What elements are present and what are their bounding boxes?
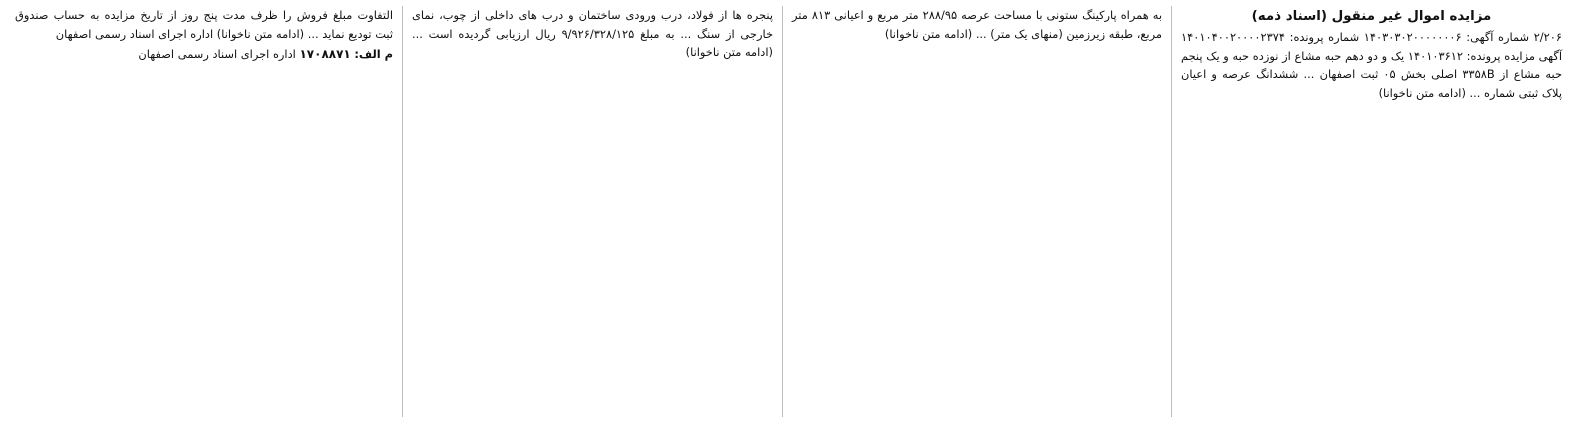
signature-office: اداره اجرای اسناد رسمی اصفهان [138, 47, 296, 62]
notice-paragraph: التفاوت مبلغ فروش را ظرف مدت پنج روز از تاریخ مزایده به حساب صندوق ثبت تودیع نماید ... (ادامه متن ناخوانا) اداره اجرای اسناد رسمی اصفهان [15, 8, 393, 41]
notice-column-4 [6, 6, 403, 417]
notice-paragraph: به همراه پارکینگ ستونی با مساحت عرصه ۲۸۸/۹۵ متر مربع و اعیانی ۸۱۳ متر مربع، طبقه زیرزمین (منهای یک متر) ... (ادامه متن ناخوانا) [792, 8, 1162, 41]
notice-column-2 [783, 6, 1172, 417]
notice-column-3 [403, 6, 783, 417]
signature-label: م الف: [354, 47, 393, 62]
signature-number: ۱۷۰۸۸۷۱ [299, 47, 351, 62]
notice-signature [15, 45, 393, 64]
notice-paragraph: ۲/۲۰۶ شماره آگهی: ۱۴۰۳۰۳۰۲۰۰۰۰۰۰۰۶ شماره پرونده: ۱۴۰۱۰۴۰۰۲۰۰۰۰۲۳۷۴ آگهی مزایده پرونده: ۱۴۰۱۰۳۶۱۲ یک و دو دهم حبه مشاع از نوزده حبه و یک پنجم حبه مشاع از ۳۳۵۸B اصلی بخش ۰۵ ثبت اصفهان ... ششدانگ عرصه و اعیان پلاک ثبتی شماره ... (ادامه متن ناخوانا) [1181, 30, 1562, 100]
notice-title: مزایده اموال غیر منقول (اسناد ذمه) [1251, 9, 1492, 24]
notice-column-1 [1172, 6, 1571, 417]
notice-paragraph: پنجره ها از فولاد، درب ورودی ساختمان و درب های داخلی از چوب، نمای خارجی از سنگ ... به مبلغ ۹/۹۲۶/۳۲۸/۱۲۵ ریال ارزیابی گردیده است ... (ادامه متن ناخوانا) [412, 8, 773, 60]
